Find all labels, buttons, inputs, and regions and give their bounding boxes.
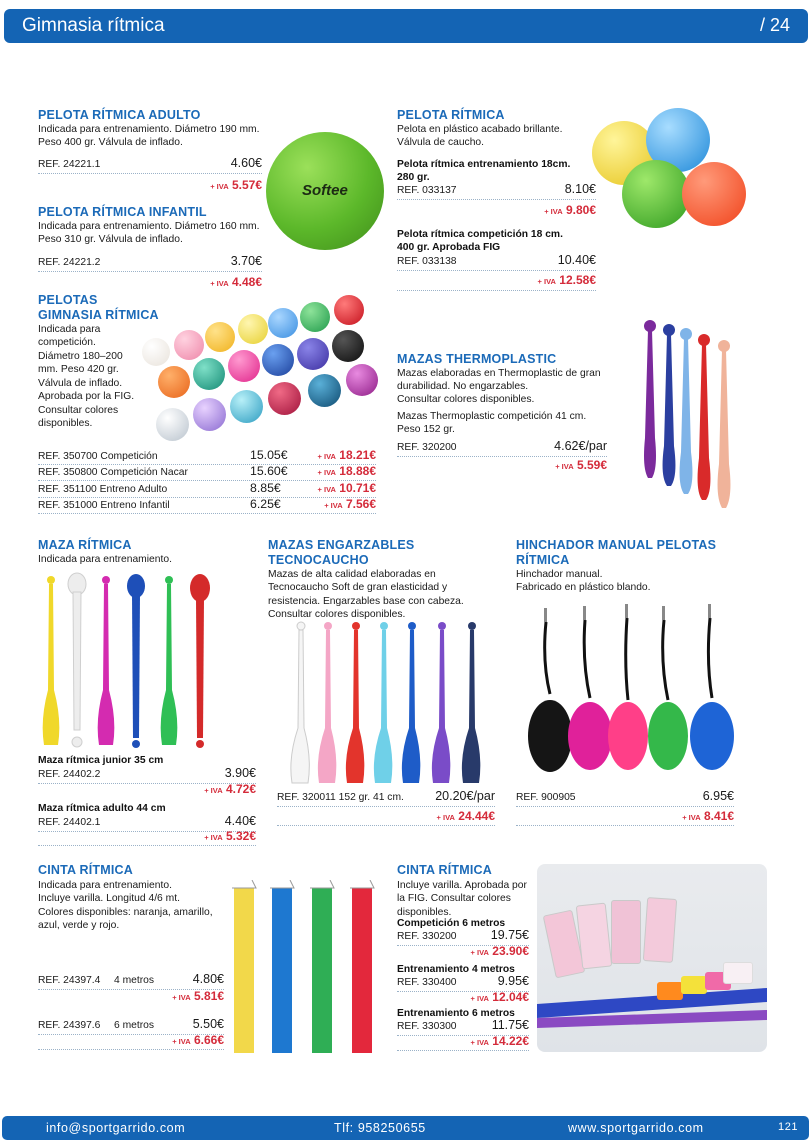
pelotas-gimnasia-desc1: competición. (38, 337, 96, 348)
hinchador-iva: + IVA 8.41€ (682, 809, 734, 823)
pelota-ritmica-item1-iva: + IVA 9.80€ (544, 203, 596, 217)
cinta-left-item1-iva: + IVA 5.81€ (172, 989, 224, 1003)
cinta-left-desc2: Colores disponibles: naranja, amarillo, (38, 907, 213, 918)
pelota-infantil-desc1: Indicada para entrenamiento. Diámetro 160 mm. (38, 221, 260, 232)
mazas-thermo-desc2: durabilidad. No engarzables. (397, 381, 529, 392)
softee-logo: Softee (302, 182, 348, 199)
price: 5.50€ (192, 1017, 224, 1031)
pelota-ritmica-item1-name1: Pelota rítmica entrenamiento 18cm. (397, 159, 571, 170)
price: 8.85€ (250, 481, 281, 495)
ref: REF. 320200 (397, 442, 457, 453)
cinta-left-desc3: azul, verde y rojo. (38, 920, 120, 931)
iva-price: 5.57€ (231, 178, 262, 192)
ref: REF. 900905 (516, 792, 576, 803)
cinta-left-title: CINTA RÍTMICA (38, 863, 133, 877)
iva-prefix: + IVA (210, 279, 229, 288)
cinta-left-desc1: Incluye varilla. Longitud 4/6 mt. (38, 893, 180, 904)
iva: + IVA 10.71€ (317, 481, 376, 495)
price: 9.95€ (497, 974, 529, 988)
mazas-engarzables-title1: MAZAS ENGARZABLES (268, 538, 415, 552)
maza-ritmica-item2-iva: + IVA 5.32€ (204, 829, 256, 843)
maza-ritmica-item1-iva: + IVA 4.72€ (204, 782, 256, 796)
pelota-ritmica-item1-name2: 280 gr. (397, 172, 430, 183)
footer-email[interactable]: info@sportgarrido.com (46, 1121, 186, 1135)
mazas-thermo-title: MAZAS THERMOPLASTIC (397, 352, 557, 366)
ref: REF. 350800 Competición Nacar (38, 467, 188, 478)
mazas-thermo-desc3: Consultar colores disponibles. (397, 394, 535, 405)
pelota-adulto-desc2: Peso 400 gr. Válvula de inflado. (38, 137, 183, 148)
cinta-ribbons-image (226, 880, 386, 1056)
maza-ritmica-item2-name: Maza rítmica adulto 44 cm (38, 803, 166, 814)
cinta-right-desc1: la FIG. Consultar colores (397, 893, 511, 904)
length: 6 metros (114, 1020, 155, 1031)
mazas-thermo-desc5: Peso 152 gr. (397, 424, 455, 435)
iva-price: 4.48€ (231, 275, 262, 289)
pelotas-gimnasia-desc3: mm. Peso 420 gr. (38, 364, 119, 375)
cinta-right-item1-iva: + IVA 23.90€ (470, 944, 529, 958)
mazas-engarzables-title2: TECNOCAUCHO (268, 553, 369, 567)
hinchador-pumps-image (524, 602, 746, 772)
price: 4.60€ (230, 156, 262, 170)
page-footer (2, 1116, 809, 1140)
mazas-engarzables-desc2: resistencia. Engarzables base con cabeza. (268, 596, 464, 607)
iva: + IVA 7.56€ (324, 497, 376, 511)
pelota-ritmica-item2-name1: Pelota rítmica competición 18 cm. (397, 229, 563, 240)
pelotas-gimnasia-desc4: Válvula de inflado. (38, 378, 123, 389)
price: 4.40€ (224, 814, 256, 828)
divider (38, 845, 256, 846)
ref: REF. 033138 (397, 256, 457, 267)
cinta-left-item2-iva: + IVA 6.66€ (172, 1033, 224, 1047)
price: 10.40€ (557, 253, 596, 267)
mazas-engarzables-desc1: Tecnocaucho Soft de gran elasticidad y (268, 582, 448, 593)
price: 20.20€/par (435, 789, 495, 803)
ref: REF. 320011 152 gr. 41 cm. (277, 792, 404, 803)
pelota-adulto-iva (180, 178, 262, 192)
iva: + IVA 18.88€ (317, 464, 376, 478)
pelotas-gimnasia-desc6: Consultar colores (38, 405, 119, 416)
green-ball-image (266, 132, 384, 250)
ref: REF. 24397.4 (38, 975, 101, 986)
pelotas-gimnasia-title2: GIMNASIA RÍTMICA (38, 308, 159, 322)
divider (38, 1049, 224, 1050)
ref: REF. 350700 Competición (38, 451, 158, 462)
pelotas-gimnasia-row-1 (38, 449, 376, 465)
pelota-infantil-title: PELOTA RÍTMICA INFANTIL (38, 205, 207, 219)
ref: REF. 330400 (397, 977, 457, 988)
pelota-adulto-desc1: Indicada para entrenamiento. Diámetro 190 mm. (38, 124, 260, 135)
maza-ritmica-title: MAZA RÍTMICA (38, 538, 132, 552)
mazas-engarzables-desc0: Mazas de alta calidad elaboradas en (268, 569, 436, 580)
ref: REF. 330200 (397, 931, 457, 942)
cinta-right-desc2: disponibles. (397, 907, 452, 918)
price: 15.60€ (250, 464, 288, 478)
hinchador-row (516, 791, 734, 807)
price: 3.70€ (230, 254, 262, 268)
section-page-label: / 24 (759, 15, 790, 35)
pelota-ritmica-title: PELOTA RÍTMICA (397, 108, 505, 122)
price: 4.62€/par (554, 439, 607, 453)
pelotas-gimnasia-desc0: Indicada para (38, 324, 101, 335)
cinta-right-item2-name: Entrenamiento 4 metros (397, 964, 515, 975)
price: 3.90€ (224, 766, 256, 780)
mazas-engarzables-row (277, 791, 495, 807)
iva-prefix: + IVA (210, 182, 229, 191)
ref: REF. 330300 (397, 1021, 457, 1032)
price: 11.75€ (491, 1018, 529, 1032)
cinta-right-item3-iva: + IVA 14.22€ (470, 1034, 529, 1048)
divider (277, 825, 495, 826)
mazas-thermo-row (397, 441, 607, 457)
cinta-left-item1-row (38, 974, 224, 990)
hinchador-title1: HINCHADOR MANUAL PELOTAS (516, 538, 717, 552)
hinchador-title2: RÍTMICA (516, 553, 570, 567)
ref: REF. 033137 (397, 185, 457, 196)
pelotas-gimnasia-desc7: disponibles. (38, 418, 93, 429)
pelotas-gimnasia-desc5: Aprobada por la FIG. (38, 391, 135, 402)
price: 6.25€ (250, 497, 281, 511)
mazas-engarzables-desc3: Consultar colores disponibles. (268, 609, 406, 620)
length: 4 metros (114, 975, 155, 986)
pelota-ritmica-desc1: Pelota en plástico acabado brillante. (397, 124, 563, 135)
divider (516, 825, 734, 826)
ref: REF. 351100 Entreno Adulto (38, 484, 168, 495)
pelota-ritmica-desc2: Válvula de caucho. (397, 137, 485, 148)
pelota-adulto-title: PELOTA RÍTMICA ADULTO (38, 108, 201, 122)
pelota-adulto-row (38, 158, 262, 174)
cinta-packaging-photo (537, 864, 767, 1052)
price: 6.95€ (702, 789, 734, 803)
maza-ritmica-desc: Indicada para entrenamiento. (38, 554, 172, 565)
cinta-right-desc0: Incluye varilla. Aprobada por (397, 880, 527, 891)
pelotas-gimnasia-desc2: Diámetro 180–200 (38, 351, 123, 362)
footer-phone: Tlf: 958250655 (334, 1121, 426, 1135)
pelotas-gimnasia-row-3 (38, 482, 376, 498)
footer-page-number: 121 (778, 1121, 799, 1133)
maza-ritmica-clubs-image (36, 570, 226, 752)
cinta-right-item3-name: Entrenamiento 6 metros (397, 1008, 515, 1019)
hinchador-desc1: Hinchador manual. (516, 569, 603, 580)
price: 19.75€ (490, 928, 529, 942)
mazas-thermo-iva: + IVA 5.59€ (555, 458, 607, 472)
ref: REF. 24397.6 (38, 1020, 101, 1031)
cinta-right-title: CINTA RÍTMICA (397, 863, 492, 877)
pelotas-gimnasia-row-2 (38, 465, 376, 481)
pelotas-gimnasia-title1: PELOTAS (38, 293, 98, 307)
maza-ritmica-item1-name: Maza rítmica junior 35 cm (38, 755, 164, 766)
divider (397, 1050, 529, 1051)
divider (397, 290, 596, 291)
pelota-ritmica-item1-row (397, 184, 596, 200)
pelota-ritmica-item2-row (397, 255, 596, 271)
ref: REF. 24402.1 (38, 817, 101, 828)
pelota-ritmica-item2-name2: 400 gr. Aprobada FIG (397, 242, 501, 253)
pelota-infantil-iva (180, 275, 262, 289)
price: 15.05€ (250, 448, 288, 462)
mazas-engarzables-iva: + IVA 24.44€ (436, 809, 495, 823)
pelotas-gimnasia-row-4 (38, 498, 376, 514)
thermo-clubs-image (636, 318, 748, 514)
cinta-right-item2-iva: + IVA 12.04€ (470, 990, 529, 1004)
ref: REF. 24402.2 (38, 769, 101, 780)
ref: REF. 24221.2 (38, 257, 101, 268)
ref: REF. 24221.1 (38, 159, 101, 170)
pelota-infantil-row (38, 256, 262, 272)
mazas-engarzables-clubs-image (286, 618, 492, 786)
footer-website[interactable]: www.sportgarrido.com (568, 1121, 704, 1135)
hinchador-desc2: Fabricado en plástico blando. (516, 582, 651, 593)
pelota-ritmica-item2-iva: + IVA 12.58€ (537, 273, 596, 287)
ref: REF. 351000 Entreno Infantil (38, 500, 170, 511)
cinta-left-desc0: Indicada para entrenamiento. (38, 880, 172, 891)
iva: + IVA 18.21€ (317, 448, 376, 462)
cinta-right-item1-name: Competición 6 metros (397, 918, 506, 929)
price: 8.10€ (564, 182, 596, 196)
price: 4.80€ (192, 972, 224, 986)
page-title: Gimnasia rítmica (22, 15, 165, 36)
mazas-thermo-desc1: Mazas elaboradas en Thermoplastic de gran (397, 368, 601, 379)
mazas-thermo-desc4: Mazas Thermoplastic competición 41 cm. (397, 411, 587, 422)
pelota-infantil-desc2: Peso 310 gr. Válvula de inflado. (38, 234, 183, 245)
page-header (4, 9, 808, 43)
